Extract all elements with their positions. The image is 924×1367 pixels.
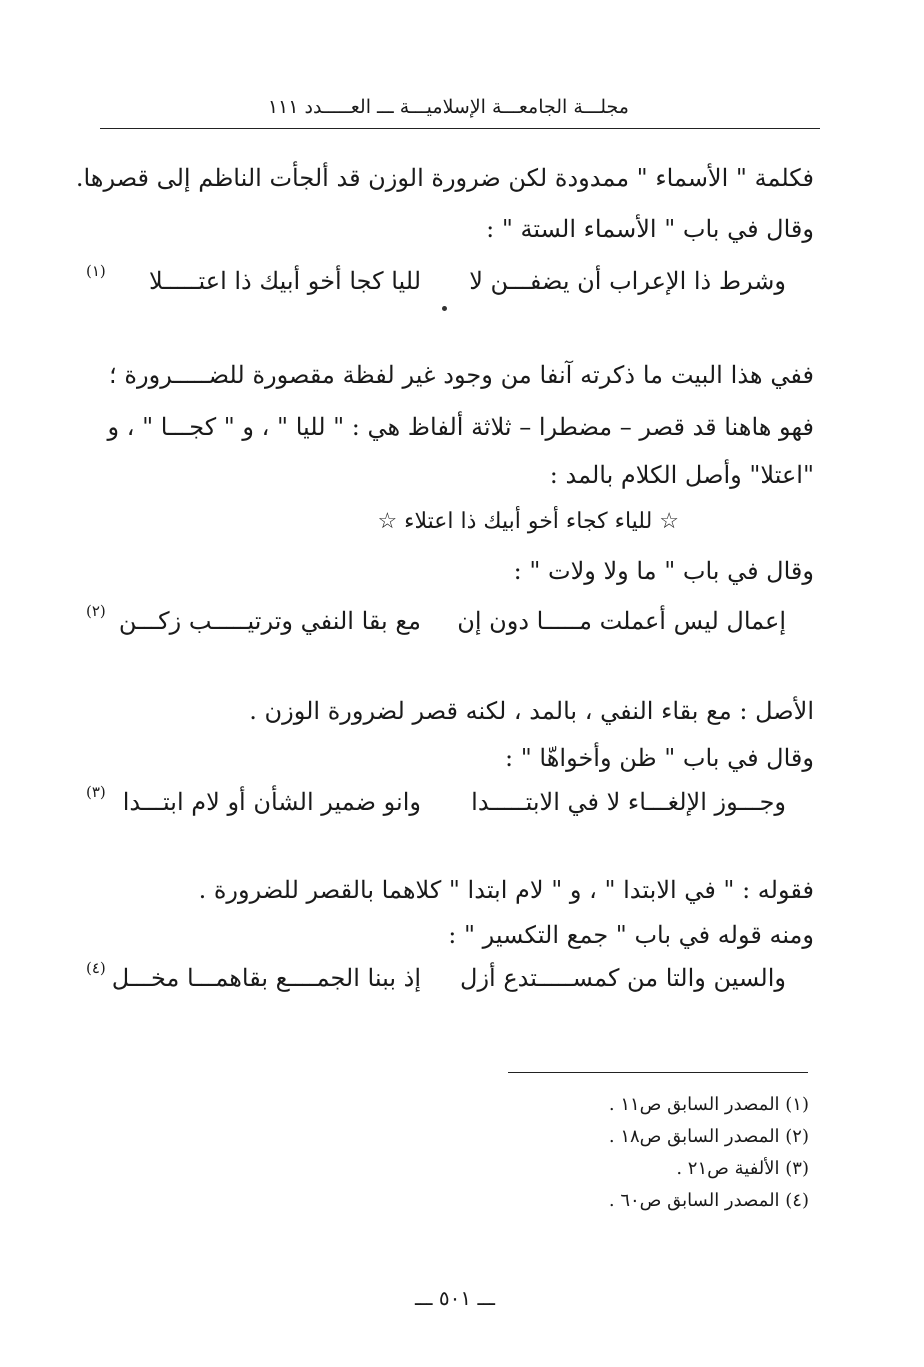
- verse-second-hemistich: لليا كجا أخو أبيك ذا اعتـــــلا: [149, 267, 421, 295]
- page-number: ـــ ٥٠١ ـــ: [414, 1286, 496, 1310]
- verse-first-hemistich: إعمال ليس أعملت مـــــا دون إن: [457, 607, 786, 635]
- footnote-reference: (٣): [86, 783, 106, 801]
- footnote-item: (٢) المصدر السابق ص١٨ .: [608, 1126, 809, 1147]
- paragraph-line: فكلمة " الأسماء " ممدودة لكن ضرورة الوزن قد ألجأت الناظم إلى قصرها.: [75, 164, 814, 192]
- poem-verse: [86, 961, 786, 995]
- paragraph-line: فهو هاهنا قد قصر – مضطرا – ثلاثة ألفاظ هي : " لليا " ، و " كجـــا " ، و: [107, 413, 814, 441]
- paragraph-line: "اعتلا" وأصل الكلام بالمد :: [549, 461, 814, 489]
- verse-first-hemistich: وشرط ذا الإعراب أن يضفـــن لا: [469, 267, 786, 295]
- paragraph-line: فقوله : " في الابتدا " ، و " لام ابتدا " كلاهما بالقصر للضرورة .: [198, 876, 814, 904]
- poem-verse: [86, 264, 786, 298]
- verse-second-hemistich: إذ ببنا الجمــــع بقاهمـــا مخـــل: [111, 964, 421, 992]
- verse-first-hemistich: والسين والتا من كمســـــتدع أزل: [460, 964, 786, 992]
- ink-speck: [442, 306, 447, 311]
- chapter-intro-line: وقال في باب " الأسماء الستة " :: [486, 215, 814, 243]
- chapter-intro-line: وقال في باب " ما ولا ولات " :: [513, 557, 814, 585]
- poem-verse: [86, 604, 786, 638]
- verse-second-hemistich: مع بقا النفي وترتيـــــب زكـــن: [118, 607, 421, 635]
- footnotes-divider: [508, 1072, 808, 1073]
- footnote-reference: (٤): [86, 959, 106, 977]
- footnote-item: (٣) الألفية ص٢١ .: [676, 1158, 809, 1179]
- poem-verse: [86, 785, 786, 819]
- header-divider: [100, 128, 820, 129]
- footnote-reference: (١): [86, 262, 106, 280]
- footnote-reference: (٢): [86, 602, 106, 620]
- verse-first-hemistich: وجـــوز الإلغـــاء لا في الابتـــــدا: [471, 788, 786, 816]
- chapter-intro-line: وقال في باب " ظن وأخواهّا " :: [505, 744, 814, 772]
- paragraph-line: ففي هذا البيت ما ذكرته آنفا من وجود غير لفظة مقصورة للضـــــرورة ؛: [109, 361, 814, 389]
- footnote-item: (٤) المصدر السابق ص٦٠ .: [608, 1190, 809, 1211]
- footnote-item: (١) المصدر السابق ص١١ .: [608, 1094, 809, 1115]
- chapter-intro-line: ومنه قوله في باب " جمع التكسير " :: [448, 921, 814, 949]
- verse-second-hemistich: وانو ضمير الشأن أو لام ابتـــدا: [122, 788, 421, 816]
- quoted-verse: ☆ للياء كجاء أخو أبيك ذا اعتلاء ☆: [377, 509, 679, 534]
- journal-running-header: مجلـــة الجامعـــة الإسلاميـــة ـــ العـــــدد ١١١: [267, 96, 629, 118]
- paragraph-line: الأصل : مع بقاء النفي ، بالمد ، لكنه قصر لضرورة الوزن .: [249, 697, 814, 725]
